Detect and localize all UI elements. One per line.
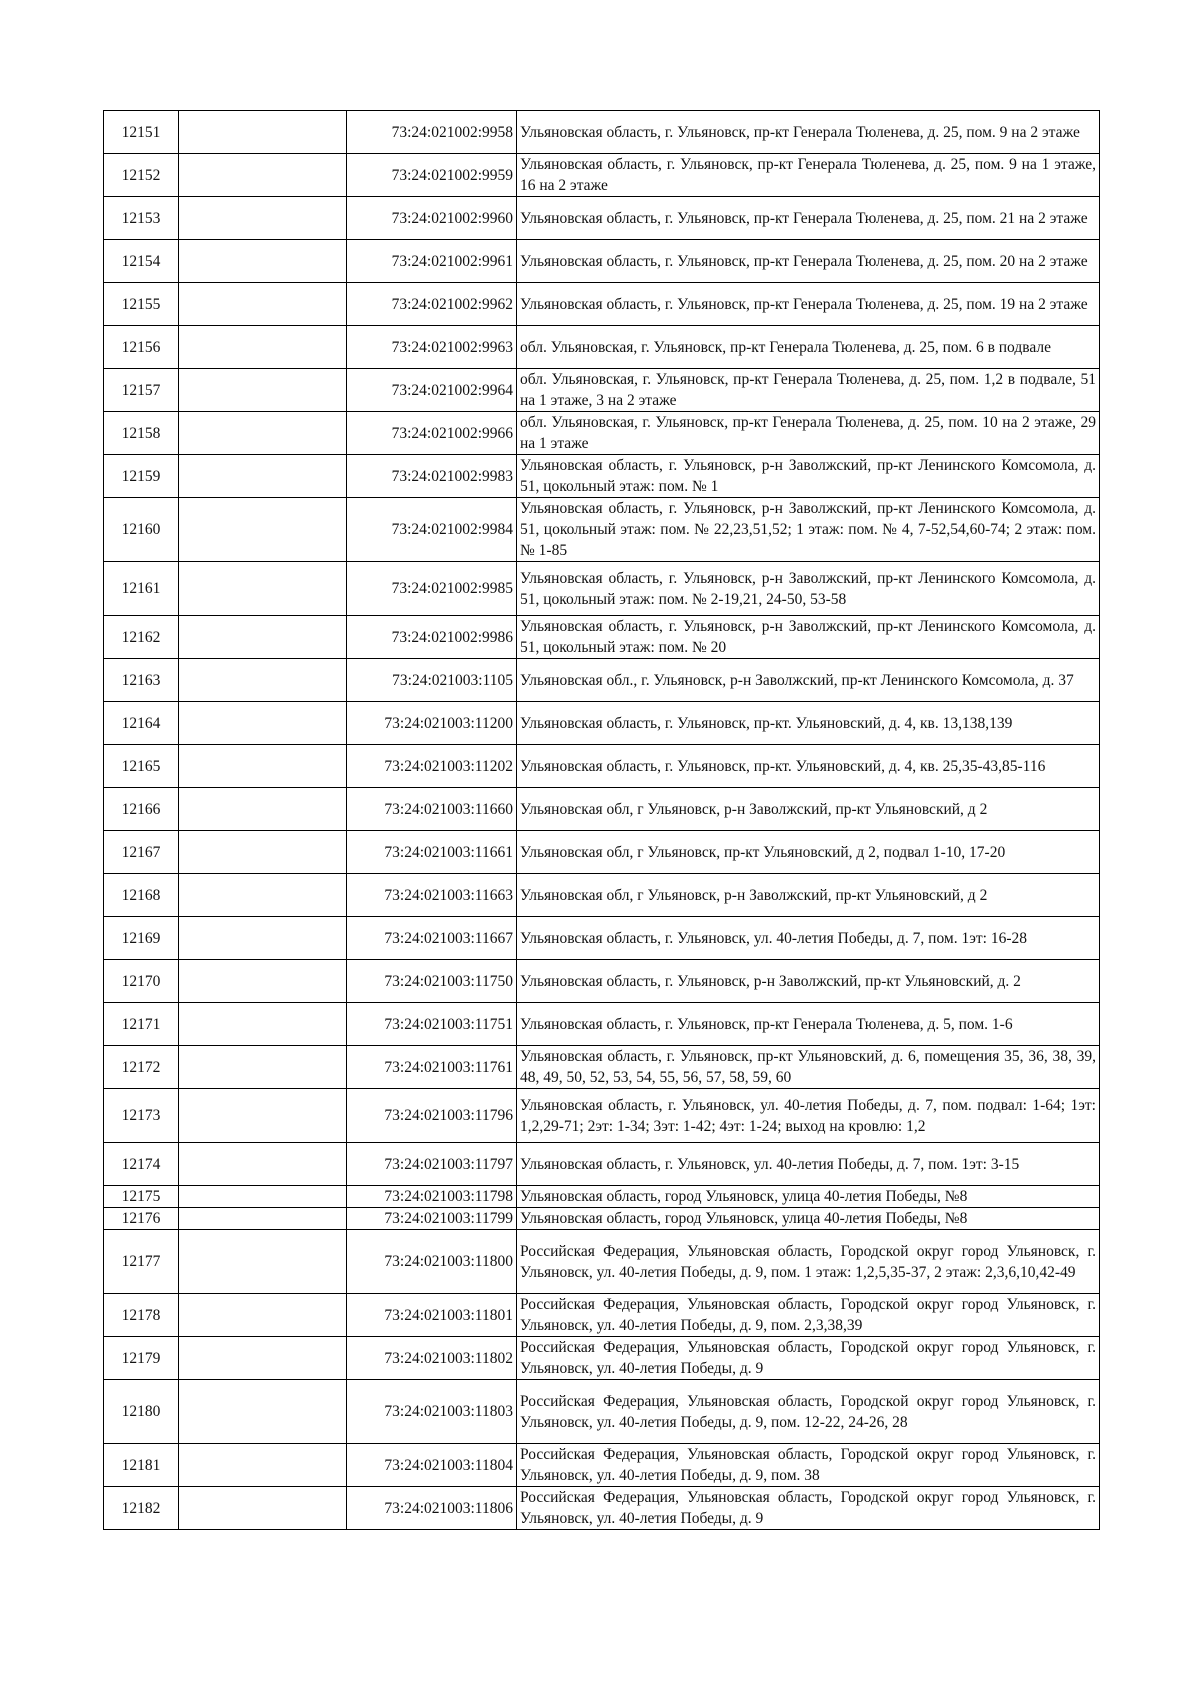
table-row [104, 1380, 1100, 1444]
row-number: 12177 [104, 1230, 179, 1294]
property-address: Ульяновская область, г. Ульяновск, пр-кт Генерала Тюленева, д. 25, пом. 20 на 2 этаже [517, 240, 1100, 283]
cadastral-number: 73:24:021003:11761 [347, 1046, 517, 1089]
cadastral-number: 73:24:021002:9960 [347, 197, 517, 240]
cadastral-number: 73:24:021003:11802 [347, 1337, 517, 1380]
property-address: Ульяновская область, г. Ульяновск, пр-кт Генерала Тюленева, д. 25, пом. 9 на 1 этаже, 16 на 2 этаже [517, 154, 1100, 197]
cadastral-number: 73:24:021003:11803 [347, 1380, 517, 1444]
blank-cell [179, 831, 347, 874]
cadastral-number: 73:24:021002:9986 [347, 616, 517, 659]
row-number: 12163 [104, 659, 179, 702]
blank-cell [179, 455, 347, 498]
table-row [104, 326, 1100, 369]
property-address: Российская Федерация, Ульяновская область, Городской округ город Ульяновск, г. Ульяновск, ул. 40-летия Победы, д. 9, пом. 38 [517, 1444, 1100, 1487]
row-number: 12170 [104, 960, 179, 1003]
table-row [104, 1003, 1100, 1046]
row-number: 12182 [104, 1487, 179, 1530]
row-number: 12155 [104, 283, 179, 326]
row-number: 12172 [104, 1046, 179, 1089]
cadastral-number: 73:24:021003:11663 [347, 874, 517, 917]
registry-table-body [104, 111, 1100, 1530]
table-row [104, 197, 1100, 240]
blank-cell [179, 1186, 347, 1208]
table-row [104, 1487, 1100, 1530]
cadastral-number: 73:24:021002:9963 [347, 326, 517, 369]
cadastral-number: 73:24:021003:11751 [347, 1003, 517, 1046]
row-number: 12181 [104, 1444, 179, 1487]
cadastral-number: 73:24:021002:9966 [347, 412, 517, 455]
property-address: Российская Федерация, Ульяновская область, Городской округ город Ульяновск, г. Ульяновск, ул. 40-летия Победы, д. 9 [517, 1487, 1100, 1530]
blank-cell [179, 1487, 347, 1530]
property-address: Ульяновская область, г. Ульяновск, пр-кт Генерала Тюленева, д. 5, пом. 1-6 [517, 1003, 1100, 1046]
row-number: 12157 [104, 369, 179, 412]
row-number: 12176 [104, 1208, 179, 1230]
blank-cell [179, 1089, 347, 1143]
row-number: 12154 [104, 240, 179, 283]
table-row [104, 616, 1100, 659]
row-number: 12156 [104, 326, 179, 369]
cadastral-number: 73:24:021003:11661 [347, 831, 517, 874]
blank-cell [179, 1208, 347, 1230]
blank-cell [179, 498, 347, 562]
cadastral-number: 73:24:021002:9961 [347, 240, 517, 283]
blank-cell [179, 326, 347, 369]
table-row [104, 154, 1100, 197]
row-number: 12152 [104, 154, 179, 197]
row-number: 12175 [104, 1186, 179, 1208]
cadastral-number: 73:24:021003:11801 [347, 1294, 517, 1337]
property-address: Ульяновская обл, г Ульяновск, р-н Заволжский, пр-кт Ульяновский, д 2 [517, 874, 1100, 917]
cadastral-number: 73:24:021003:11806 [347, 1487, 517, 1530]
cadastral-number: 73:24:021002:9964 [347, 369, 517, 412]
blank-cell [179, 1380, 347, 1444]
row-number: 12166 [104, 788, 179, 831]
cadastral-number: 73:24:021003:11796 [347, 1089, 517, 1143]
cadastral-number: 73:24:021003:11797 [347, 1143, 517, 1186]
property-address: Ульяновская обл., г. Ульяновск, р-н Заволжский, пр-кт Ленинского Комсомола, д. 37 [517, 659, 1100, 702]
property-address: Ульяновская область, г. Ульяновск, пр-кт Ульяновский, д. 6, помещения 35, 36, 38, 39, 48, 49, 50, 52, 53, 54, 55, 56, 57, 58, 59, 60 [517, 1046, 1100, 1089]
table-row [104, 111, 1100, 154]
property-address: Ульяновская область, г. Ульяновск, ул. 40-летия Победы, д. 7, пом. подвал: 1-64; 1эт: 1,2,29-71; 2эт: 1-34; 3эт: 1-42; 4эт: 1-24; выход на кровлю: 1,2 [517, 1089, 1100, 1143]
property-address: Российская Федерация, Ульяновская область, Городской округ город Ульяновск, г. Ульяновск, ул. 40-летия Победы, д. 9, пом. 12-22, 24-26, 28 [517, 1380, 1100, 1444]
property-address: обл. Ульяновская, г. Ульяновск, пр-кт Генерала Тюленева, д. 25, пом. 10 на 2 этаже, 29 на 1 этаже [517, 412, 1100, 455]
property-registry-table [103, 110, 1100, 1530]
blank-cell [179, 1444, 347, 1487]
cadastral-number: 73:24:021002:9984 [347, 498, 517, 562]
blank-cell [179, 412, 347, 455]
row-number: 12174 [104, 1143, 179, 1186]
cadastral-number: 73:24:021003:11202 [347, 745, 517, 788]
blank-cell [179, 788, 347, 831]
table-row [104, 788, 1100, 831]
table-row [104, 831, 1100, 874]
table-row [104, 960, 1100, 1003]
blank-cell [179, 960, 347, 1003]
blank-cell [179, 874, 347, 917]
row-number: 12165 [104, 745, 179, 788]
property-address: обл. Ульяновская, г. Ульяновск, пр-кт Генерала Тюленева, д. 25, пом. 6 в подвале [517, 326, 1100, 369]
cadastral-number: 73:24:021002:9962 [347, 283, 517, 326]
blank-cell [179, 702, 347, 745]
property-address: Ульяновская область, город Ульяновск, улица 40-летия Победы, №8 [517, 1186, 1100, 1208]
table-row [104, 1337, 1100, 1380]
row-number: 12167 [104, 831, 179, 874]
property-address: Российская Федерация, Ульяновская область, Городской округ город Ульяновск, г. Ульяновск, ул. 40-летия Победы, д. 9, пом. 2,3,38,39 [517, 1294, 1100, 1337]
blank-cell [179, 1230, 347, 1294]
blank-cell [179, 283, 347, 326]
cadastral-number: 73:24:021003:11660 [347, 788, 517, 831]
blank-cell [179, 562, 347, 616]
table-row [104, 562, 1100, 616]
property-address: Ульяновская область, г. Ульяновск, р-н Заволжский, пр-кт Ленинского Комсомола, д. 51, цокольный этаж: пом. № 22,23,51,52; 1 этаж: пом. № 4, 7-52,54,60-74; 2 этаж: пом. № 1-85 [517, 498, 1100, 562]
blank-cell [179, 1143, 347, 1186]
blank-cell [179, 369, 347, 412]
property-address: Российская Федерация, Ульяновская область, Городской округ город Ульяновск, г. Ульяновск, ул. 40-летия Победы, д. 9 [517, 1337, 1100, 1380]
property-address: Ульяновская область, г. Ульяновск, пр-кт. Ульяновский, д. 4, кв. 13,138,139 [517, 702, 1100, 745]
property-address: Ульяновская область, г. Ульяновск, пр-кт Генерала Тюленева, д. 25, пом. 19 на 2 этаже [517, 283, 1100, 326]
row-number: 12179 [104, 1337, 179, 1380]
blank-cell [179, 197, 347, 240]
cadastral-number: 73:24:021003:11667 [347, 917, 517, 960]
property-address: Ульяновская область, г. Ульяновск, пр-кт. Ульяновский, д. 4, кв. 25,35-43,85-116 [517, 745, 1100, 788]
cadastral-number: 73:24:021003:11750 [347, 960, 517, 1003]
table-row [104, 702, 1100, 745]
property-address: Ульяновская область, г. Ульяновск, пр-кт Генерала Тюленева, д. 25, пом. 21 на 2 этаже [517, 197, 1100, 240]
row-number: 12161 [104, 562, 179, 616]
table-row [104, 917, 1100, 960]
blank-cell [179, 1337, 347, 1380]
cadastral-number: 73:24:021002:9983 [347, 455, 517, 498]
property-address: Ульяновская область, г. Ульяновск, р-н Заволжский, пр-кт Ленинского Комсомола, д. 51, цокольный этаж: пом. № 20 [517, 616, 1100, 659]
table-row [104, 1186, 1100, 1208]
row-number: 12162 [104, 616, 179, 659]
table-row [104, 745, 1100, 788]
cadastral-number: 73:24:021002:9985 [347, 562, 517, 616]
blank-cell [179, 1003, 347, 1046]
table-row [104, 498, 1100, 562]
blank-cell [179, 154, 347, 197]
cadastral-number: 73:24:021002:9959 [347, 154, 517, 197]
row-number: 12151 [104, 111, 179, 154]
cadastral-number: 73:24:021003:11799 [347, 1208, 517, 1230]
property-address: Ульяновская область, г. Ульяновск, р-н Заволжский, пр-кт Ленинского Комсомола, д. 51, цокольный этаж: пом. № 2-19,21, 24-50, 53-58 [517, 562, 1100, 616]
table-row [104, 874, 1100, 917]
table-row [104, 455, 1100, 498]
blank-cell [179, 111, 347, 154]
table-row [104, 1444, 1100, 1487]
row-number: 12178 [104, 1294, 179, 1337]
row-number: 12159 [104, 455, 179, 498]
cadastral-number: 73:24:021003:11798 [347, 1186, 517, 1208]
cadastral-number: 73:24:021002:9958 [347, 111, 517, 154]
cadastral-number: 73:24:021003:11200 [347, 702, 517, 745]
cadastral-number: 73:24:021003:1105 [347, 659, 517, 702]
row-number: 12164 [104, 702, 179, 745]
table-row [104, 1294, 1100, 1337]
table-row [104, 659, 1100, 702]
property-address: Российская Федерация, Ульяновская область, Городской округ город Ульяновск, г. Ульяновск, ул. 40-летия Победы, д. 9, пом. 1 этаж: 1,2,5,35-37, 2 этаж: 2,3,6,10,42-49 [517, 1230, 1100, 1294]
cadastral-number: 73:24:021003:11804 [347, 1444, 517, 1487]
table-row [104, 240, 1100, 283]
property-address: Ульяновская область, город Ульяновск, улица 40-летия Победы, №8 [517, 1208, 1100, 1230]
table-row [104, 1089, 1100, 1143]
row-number: 12169 [104, 917, 179, 960]
blank-cell [179, 1046, 347, 1089]
blank-cell [179, 240, 347, 283]
blank-cell [179, 659, 347, 702]
table-row [104, 283, 1100, 326]
blank-cell [179, 616, 347, 659]
row-number: 12158 [104, 412, 179, 455]
property-address: Ульяновская область, г. Ульяновск, ул. 40-летия Победы, д. 7, пом. 1эт: 3-15 [517, 1143, 1100, 1186]
row-number: 12160 [104, 498, 179, 562]
blank-cell [179, 1294, 347, 1337]
property-address: обл. Ульяновская, г. Ульяновск, пр-кт Генерала Тюленева, д. 25, пом. 1,2 в подвале, 51 на 1 этаже, 3 на 2 этаже [517, 369, 1100, 412]
property-address: Ульяновская обл, г Ульяновск, пр-кт Ульяновский, д 2, подвал 1-10, 17-20 [517, 831, 1100, 874]
property-address: Ульяновская область, г. Ульяновск, ул. 40-летия Победы, д. 7, пом. 1эт: 16-28 [517, 917, 1100, 960]
table-row [104, 1208, 1100, 1230]
table-row [104, 1046, 1100, 1089]
row-number: 12153 [104, 197, 179, 240]
row-number: 12171 [104, 1003, 179, 1046]
property-address: Ульяновская область, г. Ульяновск, р-н Заволжский, пр-кт Ленинского Комсомола, д. 51, цокольный этаж: пом. № 1 [517, 455, 1100, 498]
cadastral-number: 73:24:021003:11800 [347, 1230, 517, 1294]
row-number: 12168 [104, 874, 179, 917]
blank-cell [179, 745, 347, 788]
property-address: Ульяновская обл, г Ульяновск, р-н Заволжский, пр-кт Ульяновский, д 2 [517, 788, 1100, 831]
property-address: Ульяновская область, г. Ульяновск, р-н Заволжский, пр-кт Ульяновский, д. 2 [517, 960, 1100, 1003]
table-row [104, 1230, 1100, 1294]
row-number: 12180 [104, 1380, 179, 1444]
table-row [104, 412, 1100, 455]
property-address: Ульяновская область, г. Ульяновск, пр-кт Генерала Тюленева, д. 25, пом. 9 на 2 этаже [517, 111, 1100, 154]
table-row [104, 1143, 1100, 1186]
table-row [104, 369, 1100, 412]
row-number: 12173 [104, 1089, 179, 1143]
blank-cell [179, 917, 347, 960]
